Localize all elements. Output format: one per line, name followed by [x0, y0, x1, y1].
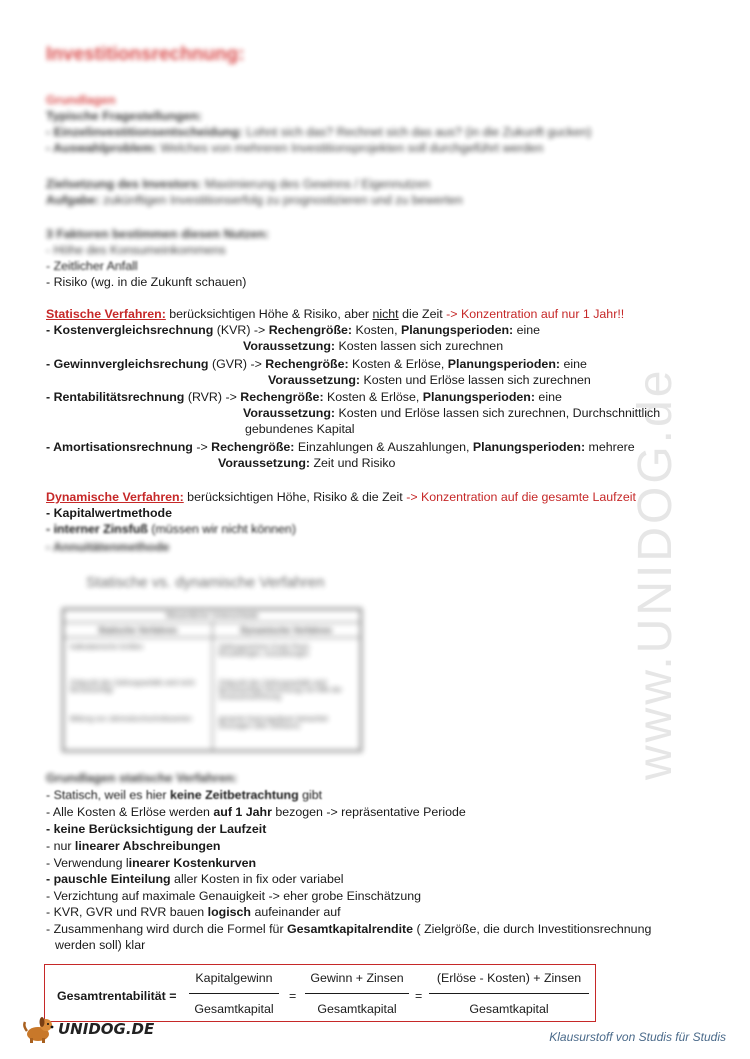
text-line: werden soll) klar	[55, 938, 146, 952]
text-line: - KVR, GVR und RVR bauen logisch aufeinander auf	[46, 905, 341, 919]
table-column-dynamisch: Dynamische Verfahren Zahlungsströme (Cash Flow): Einzahlungen, Auszahlungen Zeitpunkt des Zahlungsanfalls wird berücksichtigt (Verzinsung) mit Hilfe der Zinseszinsrechnung gesamte Nutzungsdauer betrachtet (Aussagen über Zeitraum)	[213, 623, 361, 751]
brand-name: UNIDOG.DE	[58, 1020, 155, 1038]
dynamische-verfahren-line: Dynamische Verfahren: berücksichtigen Höhe, Risiko & die Zeit -> Konzentration auf die gesamte Laufzeit	[46, 490, 636, 504]
footer-tagline: Klausurstoff von Studis für Studis	[549, 1030, 726, 1044]
page-title: Investitionsrechnung:	[46, 44, 245, 65]
text-line: - Zusammenhang wird durch die Formel für Gesamtkapitalrendite ( Zielgröße, die durch Investitionsrechnung	[46, 922, 652, 936]
text-line: - Alle Kosten & Erlöse werden auf 1 Jahr bezogen -> repräsentative Periode	[46, 805, 466, 819]
formula-lead: Gesamtrentabilität =	[57, 989, 177, 1003]
watermark: www.UNIDOG.de	[629, 367, 682, 780]
table-cell: Zeitpunkt des Zahlungsanfalls wird nicht berücksichtigt	[70, 680, 195, 694]
amortisation-line: - Amortisationsrechnung -> Rechengröße: Einzahlungen & Auszahlungen, Planungsperioden: mehrere	[46, 440, 635, 454]
table-cell: Bildung von Jahresdurchschnittswerten	[70, 716, 192, 723]
kvr-voraussetzung: Voraussetzung: Kosten lassen sich zurechnen	[243, 339, 504, 353]
text-line: - Zeitlicher Anfall	[46, 259, 138, 273]
text-line: - keine Berücksichtigung der Laufzeit	[46, 822, 267, 836]
text-line: - Kapitalwertmethode	[46, 506, 172, 520]
dog-logo-icon	[22, 1014, 56, 1044]
gvr-line: - Gewinnvergleichsrechung (GVR) -> Rechengröße: Kosten & Erlöse, Planungsperioden: eine	[46, 357, 587, 371]
text-line: 3 Faktoren bestimmen diesen Nutzen:	[46, 227, 270, 241]
text-line: - Einzelinvestitionsentscheidung: Lohnt sich das? Rechnet sich das aus? (in die Zukunft gucken)	[46, 125, 592, 139]
section-heading-grundlagen: Grundlagen	[46, 93, 116, 107]
text-line: - Verzichtung auf maximale Genauigkeit -> eher grobe Einschätzung	[46, 889, 422, 903]
equals-sign: =	[289, 989, 297, 1003]
fraction-2: Gewinn + Zinsen Gesamtkapital	[305, 971, 409, 1016]
rvr-line: - Rentabilitätsrechnung (RVR) -> Rechengröße: Kosten & Erlöse, Planungsperioden: eine	[46, 390, 562, 404]
text-line: - Auswahlproblem: Welches von mehreren Investitionsprojekten soll durchgeführt werden	[46, 141, 544, 155]
section-heading: Grundlagen statische Verfahren:	[46, 771, 238, 785]
table-cell: Zeitpunkt des Zahlungsanfalls wird berücksichtigt (Verzinsung) mit Hilfe der Zinseszinsrechnung	[218, 680, 342, 701]
table-cell: gesamte Nutzungsdauer betrachtet (Aussagen über Zeitraum)	[218, 716, 328, 730]
statische-verfahren-line: Statische Verfahren: berücksichtigen Höhe & Risiko, aber nicht die Zeit -> Konzentration auf nur 1 Jahr!!	[46, 307, 625, 321]
text-line: - Verwendung linearer Kostenkurven	[46, 856, 257, 870]
table-cell: Zahlungsströme (Cash Flow): Einzahlungen, Auszahlungen	[218, 644, 311, 658]
table-header: Wesentliche Unterschiede	[64, 610, 360, 623]
kvr-line: - Kostenvergleichsrechnung (KVR) -> Rechengröße: Kosten, Planungsperioden: eine	[46, 323, 541, 337]
text-line: Zielsetzung des Investors: Maximierung des Gewinns / Eigennutzen	[46, 177, 431, 191]
footer-brand	[22, 1014, 154, 1044]
table-column-statisch: Statische Verfahren Kalkulatorische Größen Zeitpunkt des Zahlungsanfalls wird nicht berücksichtigt Bildung von Jahresdurchschnittswerten	[64, 623, 213, 751]
text-line: - Höhe des Konsumeinkommens	[46, 243, 226, 257]
figure-title: Statische vs. dynamische Verfahren	[86, 574, 325, 591]
text-line: - Annuitätenmethode	[46, 540, 170, 554]
rvr-voraussetzung-cont: gebundenes Kapital	[245, 422, 355, 436]
table-cell: Kalkulatorische Größen	[70, 644, 144, 651]
equals-sign: =	[415, 989, 423, 1003]
fraction-1: Kapitalgewinn Gesamtkapital	[189, 971, 279, 1016]
text-line: - Statisch, weil es hier keine Zeitbetrachtung gibt	[46, 788, 323, 802]
subheading-fragestellungen: Typische Fragestellungen:	[46, 109, 203, 123]
comparison-table	[62, 608, 362, 752]
gvr-voraussetzung: Voraussetzung: Kosten und Erlöse lassen sich zurechnen	[268, 373, 591, 387]
amortisation-voraussetzung: Voraussetzung: Zeit und Risiko	[218, 456, 396, 470]
text-line: - pauschle Einteilung aller Kosten in fix oder variabel	[46, 872, 344, 886]
fraction-3: (Erlöse - Kosten) + Zinsen Gesamtkapital	[429, 971, 589, 1016]
text-line: - interner Zinsfuß (müssen wir nicht können)	[46, 522, 296, 536]
text-line: - Risiko (wg. in die Zukunft schauen)	[46, 275, 247, 289]
rvr-voraussetzung: Voraussetzung: Kosten und Erlöse lassen sich zurechnen, Durchschnittlich	[243, 406, 661, 420]
text-line: Aufgabe: zukünftigen Investitionserfolg zu prognostizieren und zu bewerten	[46, 193, 463, 207]
text-line: - nur linearer Abschreibungen	[46, 839, 221, 853]
